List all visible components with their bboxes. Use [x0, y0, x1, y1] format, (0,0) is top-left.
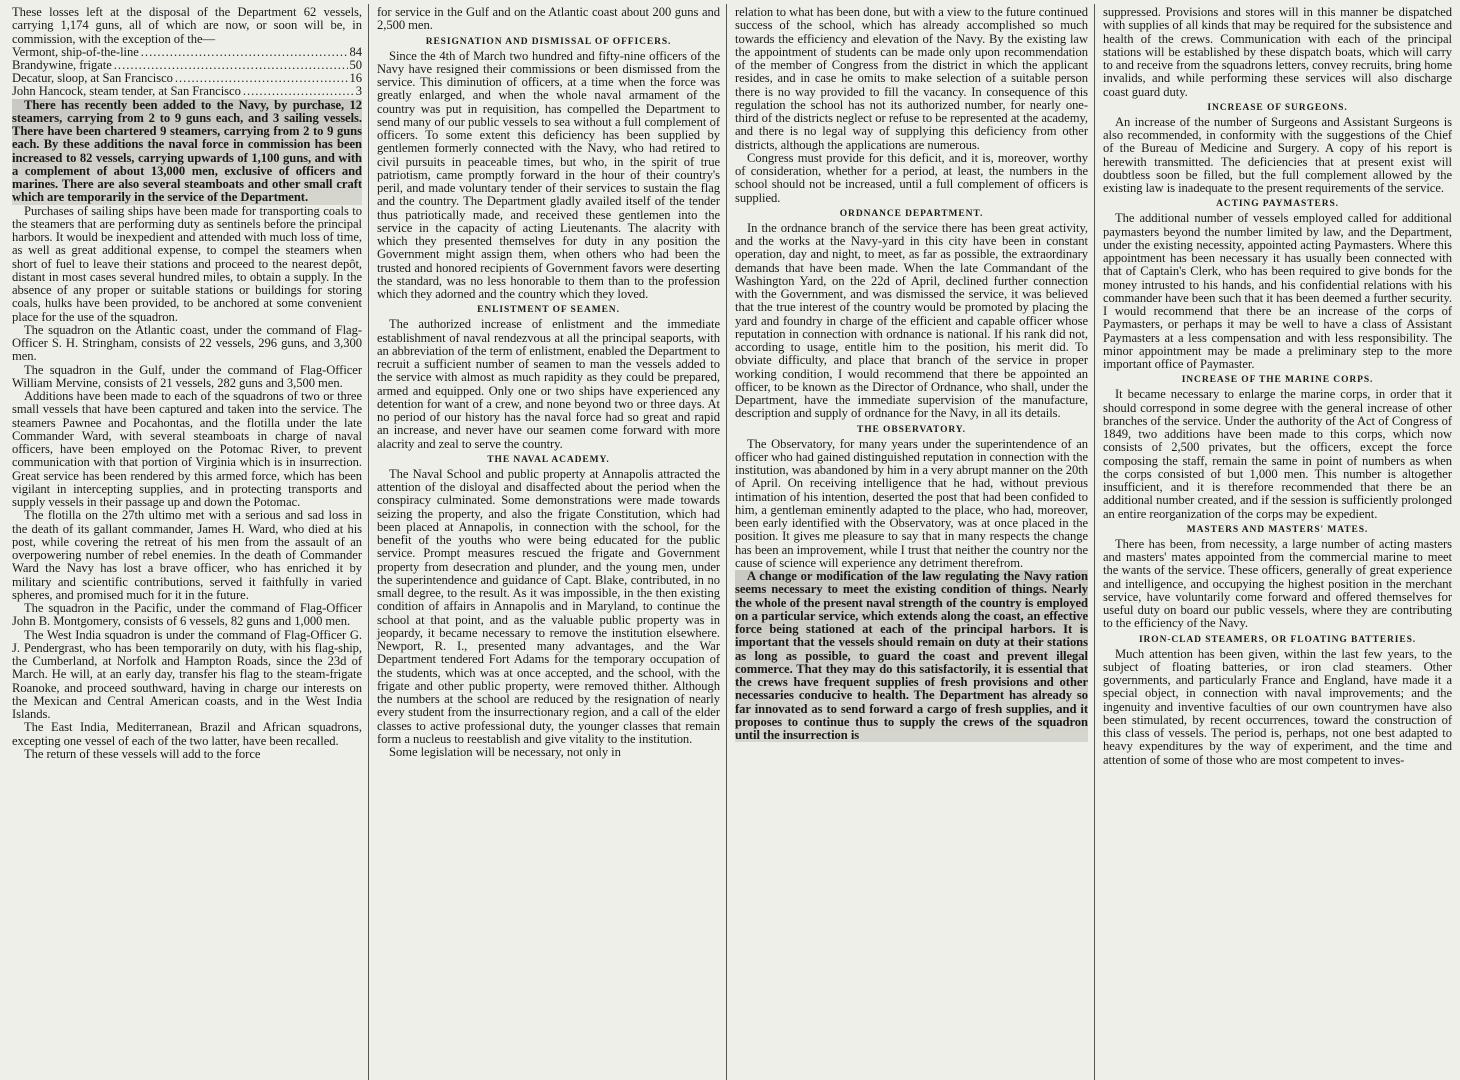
column-4: [1094, 4, 1458, 1080]
paragraph: The Observatory, for many years under the superintendence of an officer who had gained distinguished reputation in connection with the institution, was abandoned by him in a very abrupt manner on the 20th of April. On receiving intelligence that he had, without previous intimation of his intention, deserted the post that had been confided to him, a gentleman eminently adapted to the place, who had, moreover, been early identified with the Observatory, was at once placed in the position. It gives me pleasure to say that in many respects the change has been an improvement, while I trust that neither the country nor the cause of science will experience any detriment therefrom.: [735, 436, 1088, 570]
ship-name: Decatur, sloop, at San Francisco: [12, 71, 173, 86]
paragraph: In the ordnance branch of the service there has been great activity, and the works at the Navy-yard in this city have been in constant operation, day and night, to meet, as far as possible, the extraordinary demands that have been made. When the late Commandant of the Washington Yard, on the 22d of April, declined further connection with the Government, and was dismissed the service, it was believed that the true interest of the country would be promoted by placing the yard and foundry in charge of the efficient and capable officer whose reputation in connection with ordnance is national. If his rank did not, according to usage, entitle him to the position, his merit did. To obviate difficulty, and place that branch of the service in proper working condition, I would recommend that there be appointed an officer, to be known as the Director of Ordnance, who shall, under the Department, have the immediate supervision of the manufacture, description and supply of ordnance for the Navy, in all its details.: [735, 220, 1088, 421]
paragraph: relation to what has been done, but with a view to the future continued success of the school, which has already accomplished so much towards the efficiency and elevation of the Navy. By the existing law the appointment of students can be made only upon recommendation of the member of Congress from the district in which the applicant resides, and in case he omits to make selection of a suitable person there is no way provided to fill the vacancy. In consequence of this regulation the school has not its authorized number, for nearly one-third of the districts neglect or refuse to be represented at the academy, and there is no legal way of supplying this deficiency from other districts, although the applications are numerous.: [735, 5, 1088, 152]
paragraph: An increase of the number of Surgeons and Assistant Surgeons is also recommended, in conformity with the suggestions of the Chief of the Bureau of Medicine and Surgery. A copy of his report is herewith transmitted. The deficiencies that at present exist will doubtless soon be filled, but the full complement allowed by the existing law is inadequate to the present requirements of the service.: [1103, 114, 1452, 195]
column-3: [726, 4, 1094, 1080]
section-heading: THE NAVAL ACADEMY.: [487, 454, 610, 465]
ship-name: John Hancock, steam tender, at San Francisco: [12, 84, 241, 99]
paragraph: There has recently been added to the Navy, by purchase, 12 steamers, carrying from 2 to 9 guns each, and 3 sailing vessels. There have been chartered 9 steamers, carrying from 2 to 9 guns each. By these additions the naval force in commission has been increased to 82 vessels, carrying upwards of 1,100 guns, and with a complement of about 13,000 men, exclusive of officers and marines. There are also several steamboats and other small craft which are temporarily in the service of the Department.: [12, 97, 362, 205]
section-heading: ACTING PAYMASTERS.: [1216, 199, 1339, 210]
paragraph: It became necessary to enlarge the marine corps, in order that it should correspond in some degree with the general increase of other branches of the service. Under the authority of the Act of Congress of 1849, two additions have been made to this corps, which now consists of 2,500 privates, but the officers, except the force composing the staff, remain the same in point of numbers as when the corps consisted of but 1,000 men. This number is altogether insufficient, and it is therefore recommended that there be an additional number created, and if the session is sufficiently prolonged an entire reorganization of the corps may be expedient.: [1103, 387, 1452, 521]
paragraph: The authorized increase of enlistment and the immediate establishment of naval rendezvous at all the principal seaports, with an abbreviation of the term of enlistment, enabled the Department to recruit a sufficient number of seamen to man the vessels added to the service with almost as much rapidity as they could be prepared, armed and equipped. Only one or two ships have experienced any detention for want of a crew, and none beyond two or three days. At no period of our history has the naval force had so great and rapid an increase, and never have our seamen come forward with more alacrity and zeal to serve the country.: [377, 317, 720, 451]
section-heading: ENLISTMENT OF SEAMEN.: [477, 305, 620, 316]
column-1: [4, 4, 368, 1080]
ship-name: Brandywine, frigate: [12, 57, 112, 72]
section-heading: INCREASE OF THE MARINE CORPS.: [1181, 375, 1374, 386]
ship-list-item: [12, 46, 362, 59]
section-heading: THE OBSERVATORY.: [857, 424, 966, 435]
gun-count: 16: [349, 71, 362, 86]
paragraph: Additions have been made to each of the squadrons of two or three small vessels that have been captured and taken into the service. The steamers Pawnee and Pocahontas, and the flotilla under the late Commander Ward, with several steamboats in charge of naval officers, have been employed on the Potomac River, to prevent communication with that portion of Virginia which is in insurrection. Great service has been rendered by this armed force, which has been vigilant in intercepting supplies, and in protecting transports and supply vessels in their passage up and down the Potomac.: [12, 389, 362, 510]
paragraph: suppressed. Provisions and stores will in this manner be dispatched with supplies of all kinds that may be required for the subsistence and health of the crews. Communication with each of the principal stations will be established by these dispatch boats, which will carry to and receive from the squadrons letters, convey recruits, bring home invalids, and while performing these services will also discharge coast guard duty.: [1103, 5, 1453, 99]
paragraph: Much attention has been given, within the last few years, to the subject of floating batteries, or iron clad steamers. Other governments, and particularly France and England, have made it a special object, in connection with naval improvements; and the ingenuity and inventive faculties of our own countrymen have also been stimulated, by recent occurrences, toward the construction of this class of vessels. The period is, perhaps, not one best adapted to heavy expenditures by the way of experiment, and the time and attention of some of those who are most competent to inves-: [1103, 646, 1452, 767]
gun-count: 84: [349, 44, 362, 59]
paragraph: The East India, Mediterranean, Brazil and African squadrons, excepting one vessel of each of the two latter, have been recalled.: [12, 720, 362, 748]
paragraph: The squadron in the Gulf, under the command of Flag-Officer William Mervine, consists of 21 vessels, 282 guns and 3,500 men.: [12, 362, 362, 390]
paragraph: These losses left at the disposal of the Department 62 vessels, carrying 1,174 guns, all of which are now, or soon will be, in commission, with the exception of the—: [12, 5, 362, 46]
paragraph: for service in the Gulf and on the Atlantic coast about 200 guns and 2,500 men.: [377, 5, 720, 33]
paragraph: The squadron on the Atlantic coast, under the command of Flag-Officer S. H. Stringham, consists of 22 vessels, 296 guns, and 3,300 men.: [12, 322, 362, 364]
ship-name: Vermont, ship-of-the-line: [12, 44, 139, 59]
paragraph: Since the 4th of March two hundred and fifty-nine officers of the Navy have resigned their commissions or been dismissed from the service. This diminution of officers, at a time when the force was greatly enlarged, and when the whole naval armament of the country was put in requisition, has compelled the Department to send many of our public vessels to sea without a full complement of officers. To some extent this deficiency has been supplied by gentlemen formerly connected with the Navy, who had retired to civil pursuits in peaceable times, but who, in the spirit of true patriotism, came promptly forward in the hour of their country's peril, and made voluntary tender of their services to sustain the flag and the country. The Department gladly availed itself of the tender thus patriotically made, and received these gentlemen into the service in the capacity of acting Lieutenants. The alacrity with which they presented themselves for duty in any position the Government might assign them, when others who had been the trusted and honored recipients of Government favors were deserting the standard, was no less honorable to them than to the profession which they adorned and the country which they loved.: [377, 48, 720, 301]
ship-list-item: [12, 85, 362, 98]
paragraph: The additional number of vessels employed called for additional paymasters beyond the number limited by law, and the Department, under the existing necessity, appointed acting Paymasters. Where this appointment has been necessary it has usually been connected with that of Captain's Clerk, who has been required to give bonds for the money intrusted to his hands, and his confidential relations with his commander have been such that it has been deemed a further security. I would recommend that there be an increase of the corps of Paymasters, or perhaps it may be well to have a class of Assistant Paymasters at a less compensation and with less responsibility. The minor appointment may be made a preliminary step to the more important office of Paymaster.: [1103, 211, 1452, 371]
section-heading: RESIGNATION AND DISMISSAL OF OFFICERS.: [425, 36, 672, 47]
section-heading: MASTERS AND MASTERS' MATES.: [1186, 524, 1369, 535]
paragraph: Some legislation will be necessary, not only in: [389, 745, 621, 759]
column-2: [368, 4, 726, 1080]
section-heading: INCREASE OF SURGEONS.: [1207, 102, 1348, 113]
paragraph: A change or modification of the law regulating the Navy ration seems necessary to meet the existing condition of things. Nearly the whole of the present naval strength of the country is employed on a particular service, which extends along the coast, an effective force being stationed at each of the principal harbors. It is important that the vessels should remain on duty at their stations as long as possible, to guard the coast and prevent illegal commerce. That they may do this satisfactorily, it is essential that the crews have frequent supplies of fresh provisions and other necessaries conducive to health. The Department has already so far innovated as to send forward a cargo of fresh supplies, and it proposes to continue thus to supply the crews of the squadron until the insurrection is: [735, 569, 1088, 742]
paragraph: The West India squadron is under the command of Flag-Officer G. J. Pendergrast, who has been temporarily on duty, with his flag-ship, the Cumberland, at Norfolk and Hampton Roads, since the 23d of March. He will, at an early day, transfer his flag to the steam-frigate Roanoke, and proceed southward, having in charge our interests on the Mexican and Central American coasts, and in the West India Islands.: [12, 627, 362, 722]
paragraph: Purchases of sailing ships have been made for transporting coals to the steamers that are performing duty as sentinels before the principal harbors. It would be inexpedient and attended with much loss of time, as well as great additional expense, to compel the steamers when short of fuel to leave their stations and proceed to the nearest depôt, distant in most cases several hundred miles, to obtain a supply. In the absence of any proper or suitable stations or buildings for storing coals, hulks have been provided, to be anchored at some convenient place for the use of the squadron.: [12, 203, 362, 324]
paragraph: The Naval School and public property at Annapolis attracted the attention of the disloyal and disaffected about the period when the conspiracy culminated. Some demonstrations were made towards seizing the property, and also the frigate Constitution, which had been placed at Annapolis, in connection with the school, for the benefit of the youths who were being educated for the public service. Prompt measures rescued the frigate and Government property from desecration and plunder, and the young men, under the superintendence and guidance of Capt. Blake, contributed, in no small degree, to the result. As it was impossible, in the then existing condition of affairs in Annapolis and in Maryland, to continue the school at that point, and as the valuable public property was in jeopardy, it became necessary to remove the institution elsewhere. Newport, R. I., presented many advantages, and the War Department tendered Fort Adams for the temporary occupation of the students, which was at once accepted, and the school, with the frigate and other public property, were removed thither. Although the numbers at the school are reduced by the resignation of nearly every student from the insurrectionary region, and a call of the elder classes to active professional duty, the younger classes that remain form a nucleus to reestablish and give vitality to the institution.: [377, 466, 720, 746]
paragraph: The return of these vessels will add to the force: [24, 746, 261, 761]
section-heading: IRON-CLAD STEAMERS, OR FLOATING BATTERIES.: [1138, 634, 1417, 645]
ship-list: [12, 46, 362, 99]
leader-dots: [243, 85, 354, 98]
leader-dots: [141, 46, 348, 59]
gun-count: 3: [355, 84, 362, 99]
section-heading: ORDNANCE DEPARTMENT.: [839, 208, 984, 219]
gun-count: 50: [349, 57, 362, 72]
paragraph: Congress must provide for this deficit, and it is, moreover, worthy of consideration, whether for a period, at least, the numbers in the school should not be increased, until a full complement of officers is supplied.: [735, 150, 1088, 205]
paragraph: There has been, from necessity, a large number of acting masters and masters' mates appointed from the commercial marine to meet the wants of the service. These officers, generally of great experience and intelligence, and occupying the highest position in the merchant service, have voluntarily come forward and offered themselves for useful duty on board our public vessels, where they are contributing to the efficiency of the Navy.: [1103, 536, 1452, 631]
paragraph: The squadron in the Pacific, under the command of Flag-Officer John B. Montgomery, consists of 6 vessels, 82 guns and 1,000 men.: [12, 601, 362, 629]
paragraph: The flotilla on the 27th ultimo met with a serious and sad loss in the death of its gallant commander, James H. Ward, who died at his post, while covering the retreat of his men from the assault of an overpowering number of rebel enemies. In the death of Commander Ward the Navy has lost a brave officer, who has enriched it by military and scientific contributions, served it faithfully in varied spheres, and promised much for it in the future.: [12, 508, 362, 602]
